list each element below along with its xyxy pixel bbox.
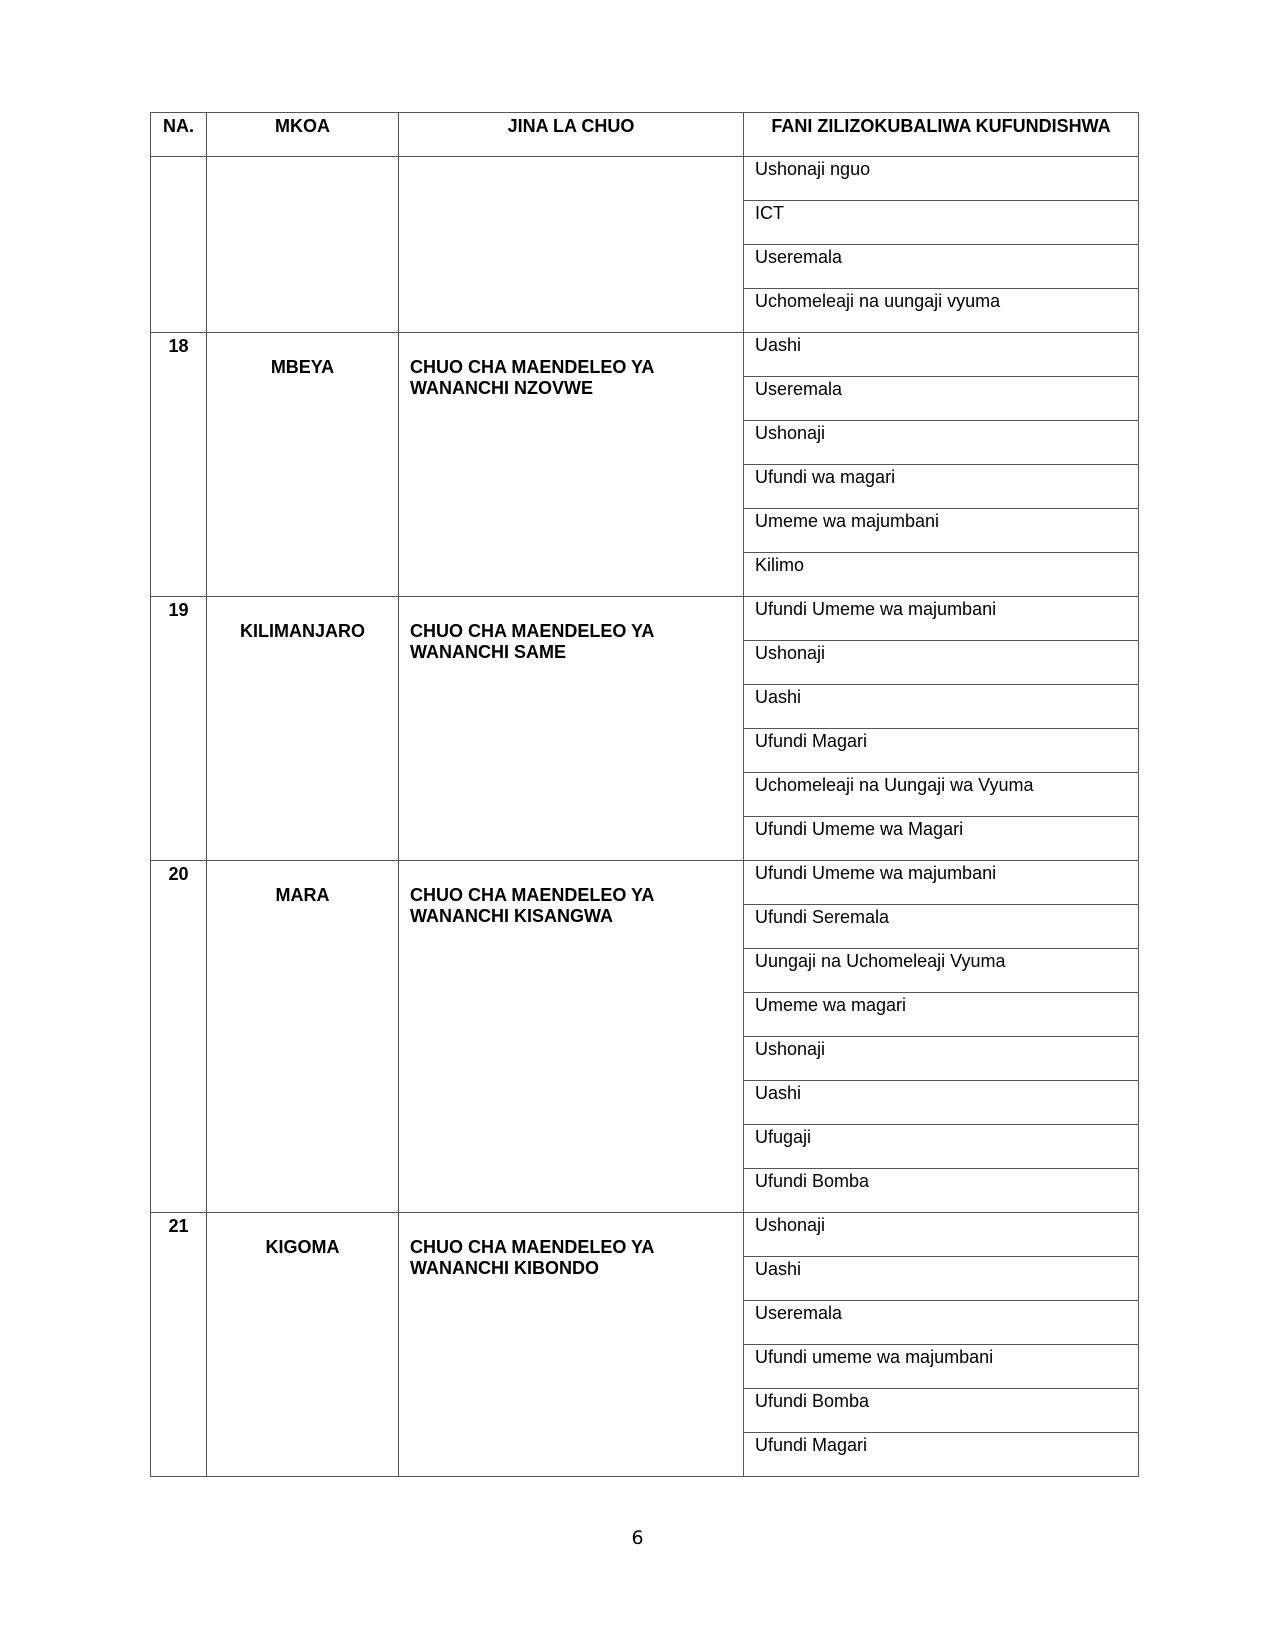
cell-jina: CHUO CHA MAENDELEO YA WANANCHI KISANGWA — [399, 861, 744, 1213]
table-row — [151, 597, 1139, 641]
cell-fani: Uashi — [744, 685, 1139, 729]
cell-fani: Ufundi Magari — [744, 1433, 1139, 1477]
cell-fani: Uchomeleaji na Uungaji wa Vyuma — [744, 773, 1139, 817]
cell-fani: ICT — [744, 201, 1139, 245]
header-na: NA. — [151, 113, 207, 157]
cell-fani: Uashi — [744, 1257, 1139, 1301]
cell-na: 19 — [151, 597, 207, 861]
cell-fani: Ufundi Magari — [744, 729, 1139, 773]
table-row — [151, 861, 1139, 905]
cell-fani: Ushonaji — [744, 641, 1139, 685]
cell-fani: Ushonaji — [744, 1213, 1139, 1257]
table-row — [151, 157, 1139, 201]
cell-fani: Ufundi Umeme wa majumbani — [744, 597, 1139, 641]
cell-fani: Ufundi Bomba — [744, 1389, 1139, 1433]
cell-mkoa: MBEYA — [207, 333, 399, 597]
cell-na: 18 — [151, 333, 207, 597]
cell-fani: Ufundi Umeme wa Magari — [744, 817, 1139, 861]
cell-fani: Ufundi Bomba — [744, 1169, 1139, 1213]
cell-fani: Kilimo — [744, 553, 1139, 597]
cell-fani: Uashi — [744, 1081, 1139, 1125]
cell-fani: Uashi — [744, 333, 1139, 377]
cell-fani: Umeme wa magari — [744, 993, 1139, 1037]
cell-fani: Ushonaji nguo — [744, 157, 1139, 201]
cell-fani: Ufundi Umeme wa majumbani — [744, 861, 1139, 905]
page-number: 6 — [631, 1527, 644, 1549]
cell-fani: Umeme wa majumbani — [744, 509, 1139, 553]
cell-fani: Uungaji na Uchomeleaji Vyuma — [744, 949, 1139, 993]
cell-na: 21 — [151, 1213, 207, 1477]
header-fani: FANI ZILIZOKUBALIWA KUFUNDISHWA — [744, 113, 1139, 157]
cell-fani: Ufundi Seremala — [744, 905, 1139, 949]
table-body — [151, 157, 1139, 1477]
cell-fani: Useremala — [744, 1301, 1139, 1345]
table-row — [151, 333, 1139, 377]
cell-mkoa: KILIMANJARO — [207, 597, 399, 861]
cell-fani: Ushonaji — [744, 1037, 1139, 1081]
cell-mkoa — [207, 157, 399, 333]
cell-fani: Useremala — [744, 377, 1139, 421]
cell-na: 20 — [151, 861, 207, 1213]
cell-fani: Ufundi umeme wa majumbani — [744, 1345, 1139, 1389]
courses-table-container — [150, 112, 1138, 1477]
cell-mkoa: KIGOMA — [207, 1213, 399, 1477]
cell-jina: CHUO CHA MAENDELEO YA WANANCHI SAME — [399, 597, 744, 861]
cell-fani: Ufugaji — [744, 1125, 1139, 1169]
courses-table — [150, 112, 1139, 1477]
cell-fani: Ufundi wa magari — [744, 465, 1139, 509]
header-jina: JINA LA CHUO — [399, 113, 744, 157]
cell-na — [151, 157, 207, 333]
cell-jina: CHUO CHA MAENDELEO YA WANANCHI KIBONDO — [399, 1213, 744, 1477]
cell-jina: CHUO CHA MAENDELEO YA WANANCHI NZOVWE — [399, 333, 744, 597]
table-header-row — [151, 113, 1139, 157]
header-mkoa: MKOA — [207, 113, 399, 157]
cell-jina — [399, 157, 744, 333]
cell-mkoa: MARA — [207, 861, 399, 1213]
cell-fani: Uchomeleaji na uungaji vyuma — [744, 289, 1139, 333]
table-row — [151, 1213, 1139, 1257]
cell-fani: Useremala — [744, 245, 1139, 289]
cell-fani: Ushonaji — [744, 421, 1139, 465]
